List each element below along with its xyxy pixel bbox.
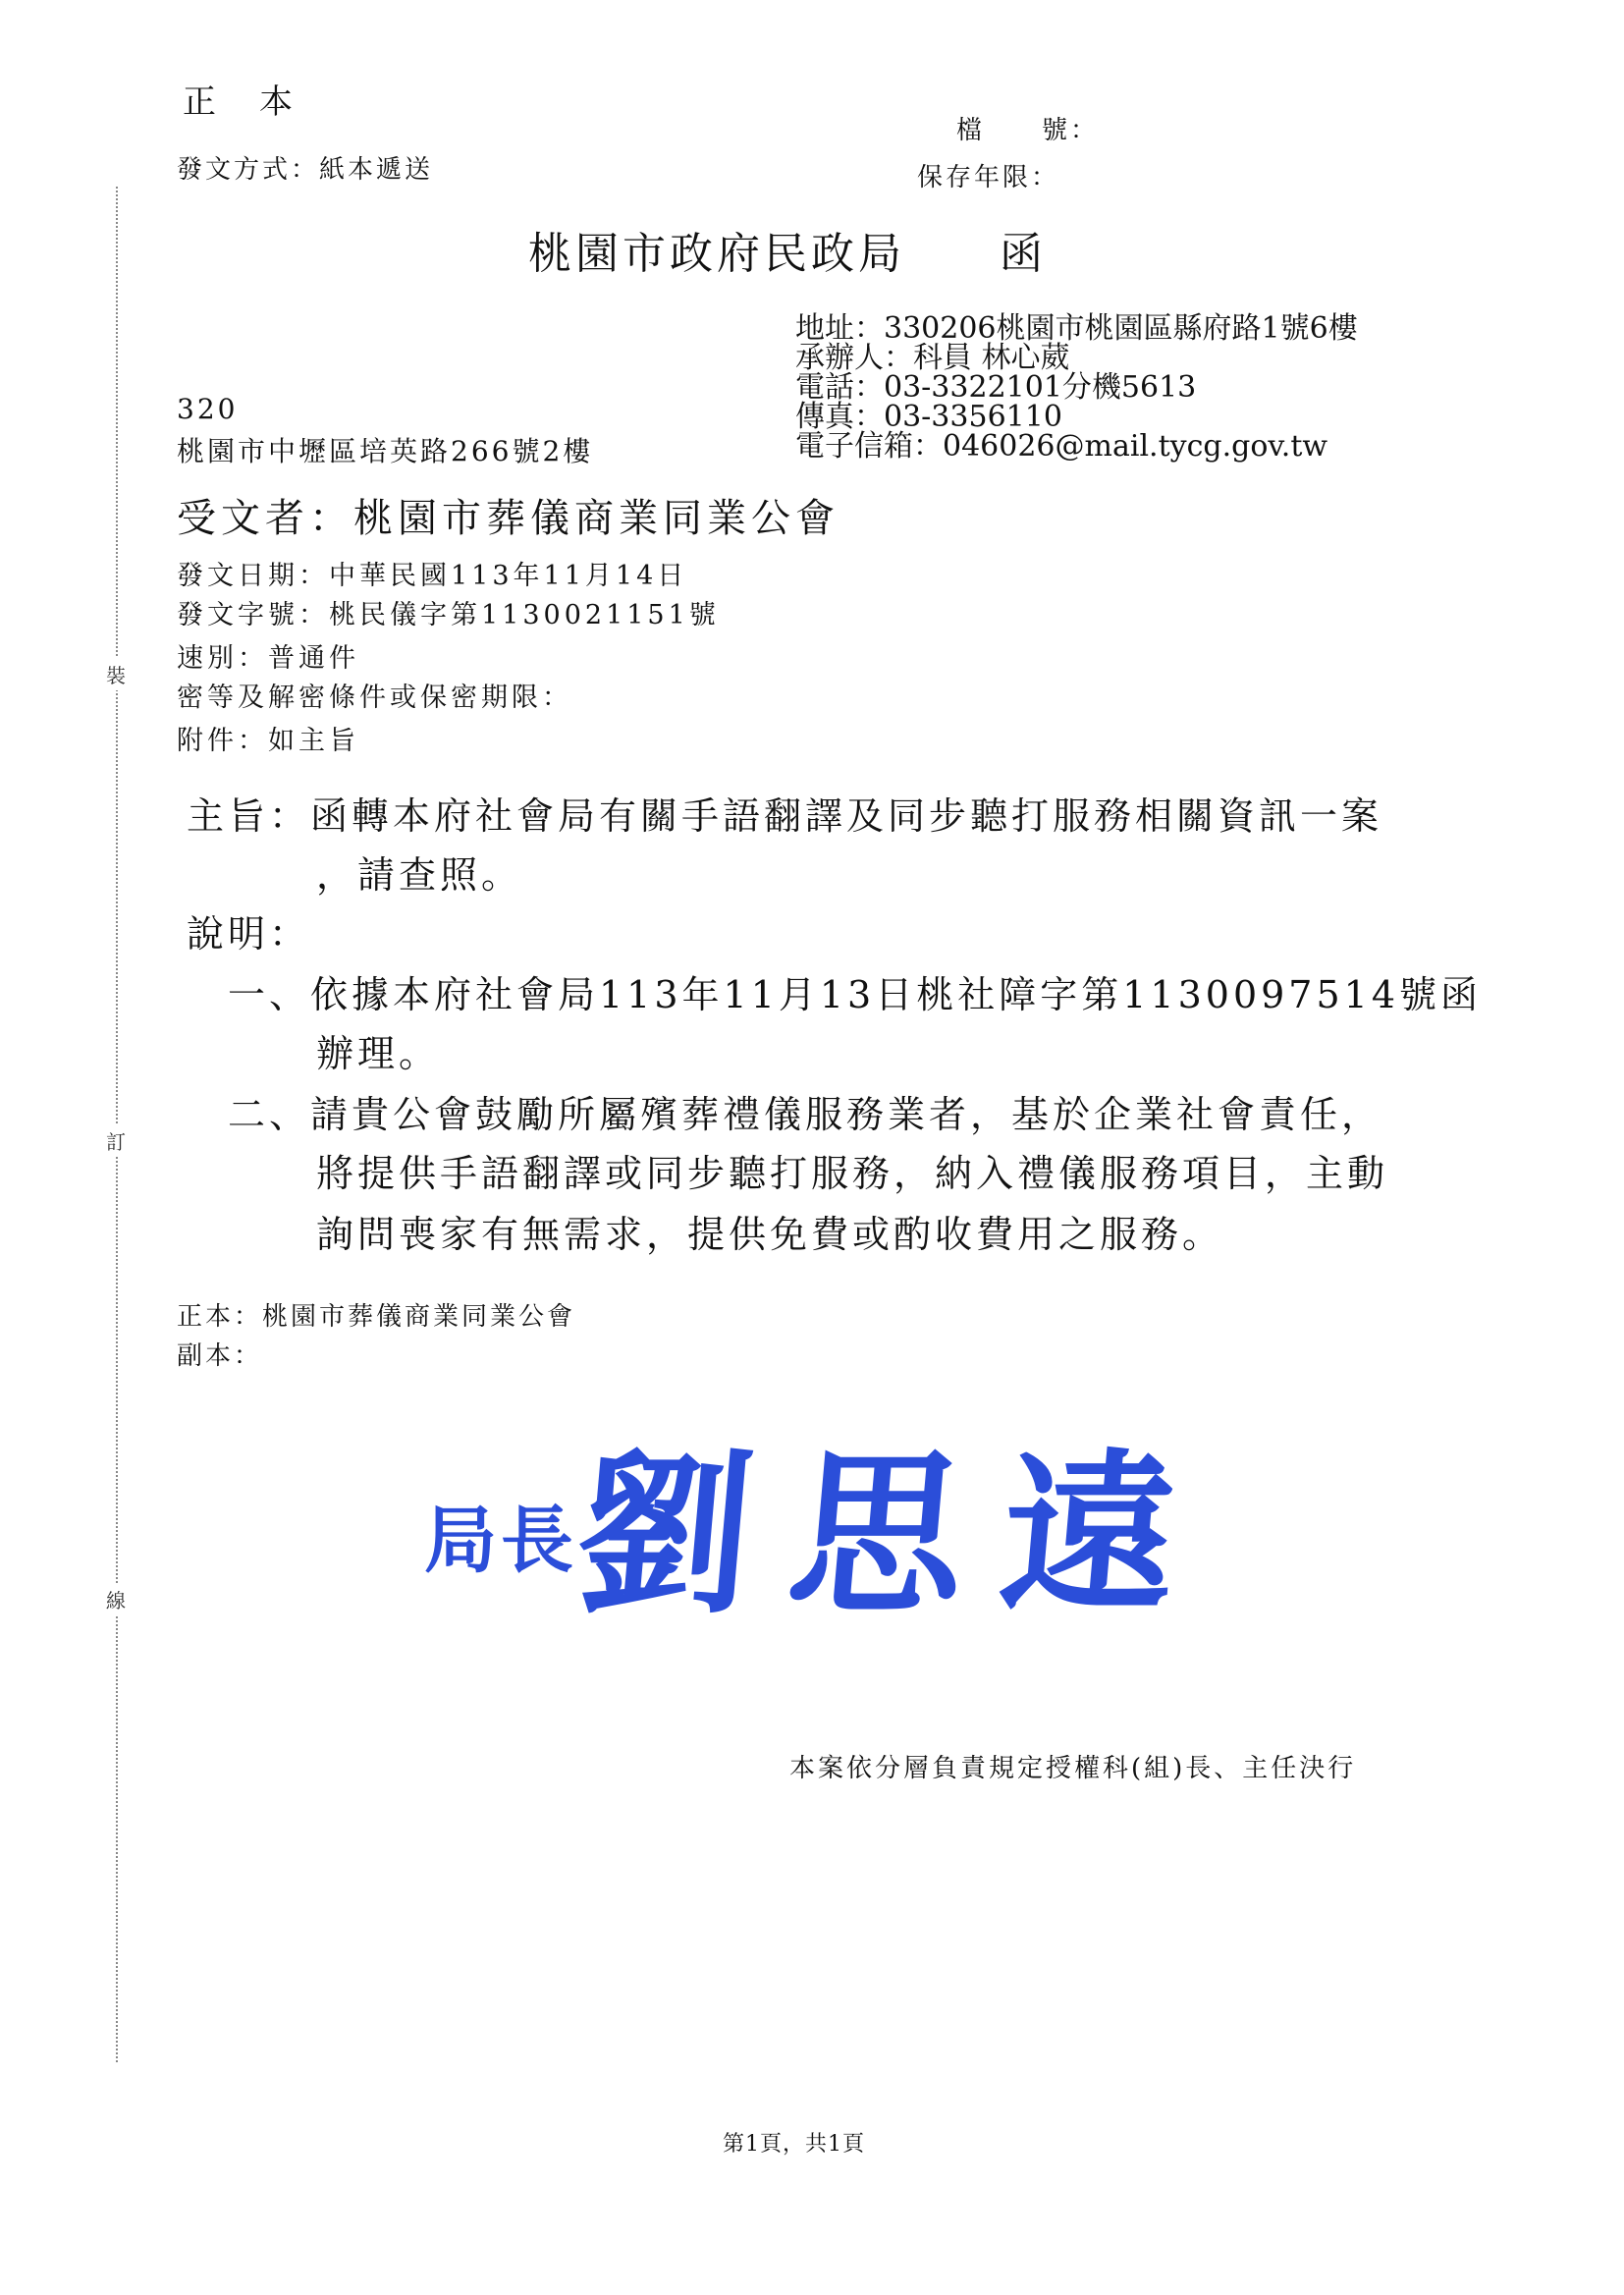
authorization-note: 本案依分層負責規定授權科(組)長、主任決行: [789, 1754, 1357, 1783]
subject-line-2: ，請查照。: [316, 853, 523, 897]
attachment: 附件：如主旨: [177, 726, 359, 756]
document-number: 發文字號：桃民儀字第1130021151號: [177, 600, 720, 630]
page-number: 第1頁，共1頁: [723, 2132, 865, 2157]
delivery-method: 發文方式：紙本遞送: [177, 155, 434, 185]
sender-address: 地址：330206桃園市桃園區縣府路1號6樓: [795, 311, 1358, 346]
classification: 密等及解密條件或保密期限：: [177, 683, 572, 713]
binding-mark-ding: 訂: [106, 1124, 126, 1157]
recipient: 受文者：桃園市葬儀商業同業公會: [177, 496, 839, 541]
sender-handler: 承辦人：科員 林心葳: [795, 341, 1070, 375]
explanation-item-1-line-2: 辦理。: [316, 1032, 441, 1075]
explanation-heading: 說明：: [187, 912, 311, 956]
retention-period-label: 保存年限：: [917, 163, 1060, 192]
recipient-address: 桃園市中壢區培英路266號2樓: [177, 435, 594, 467]
sender-phone: 電話：03-3322101分機5613: [795, 370, 1197, 405]
document-title: 桃園市政府民政局 函: [528, 229, 1047, 279]
director-title-stamp: 局長: [424, 1499, 577, 1583]
explanation-item-1-line-1: 一、依據本府社會局113年11月13日桃社障字第1130097514號函: [228, 973, 1483, 1016]
sender-email: 電子信箱：046026@mail.tycg.gov.tw: [795, 429, 1328, 464]
explanation-item-2-line-3: 詢問喪家有無需求，提供免費或酌收費用之服務。: [316, 1213, 1224, 1256]
file-number-label: 檔 號：: [956, 116, 1100, 145]
distribution-copy: 副本：: [177, 1341, 263, 1371]
subject-line-1: 主旨：函轉本府社會局有關手語翻譯及同步聽打服務相關資訊一案: [187, 794, 1383, 838]
recipient-postal-code: 320: [177, 393, 239, 425]
binding-mark-xian: 線: [106, 1583, 126, 1615]
binding-mark-zhuang: 裝: [106, 658, 126, 690]
distribution-original: 正本：桃園市葬儀商業同業公會: [177, 1302, 576, 1332]
sender-fax: 傳真：03-3356110: [795, 400, 1062, 434]
director-signature-stamp: 劉思遠: [568, 1432, 1223, 1637]
explanation-item-2-line-1: 二、請貴公會鼓勵所屬殯葬禮儀服務業者，基於企業社會責任，: [228, 1093, 1383, 1136]
explanation-item-2-line-2: 將提供手語翻譯或同步聽打服務，納入禮儀服務項目，主動: [316, 1152, 1389, 1195]
issue-date: 發文日期：中華民國113年11月14日: [177, 561, 688, 591]
speed-category: 速別：普通件: [177, 643, 359, 674]
copy-type: 正 本: [183, 82, 298, 122]
